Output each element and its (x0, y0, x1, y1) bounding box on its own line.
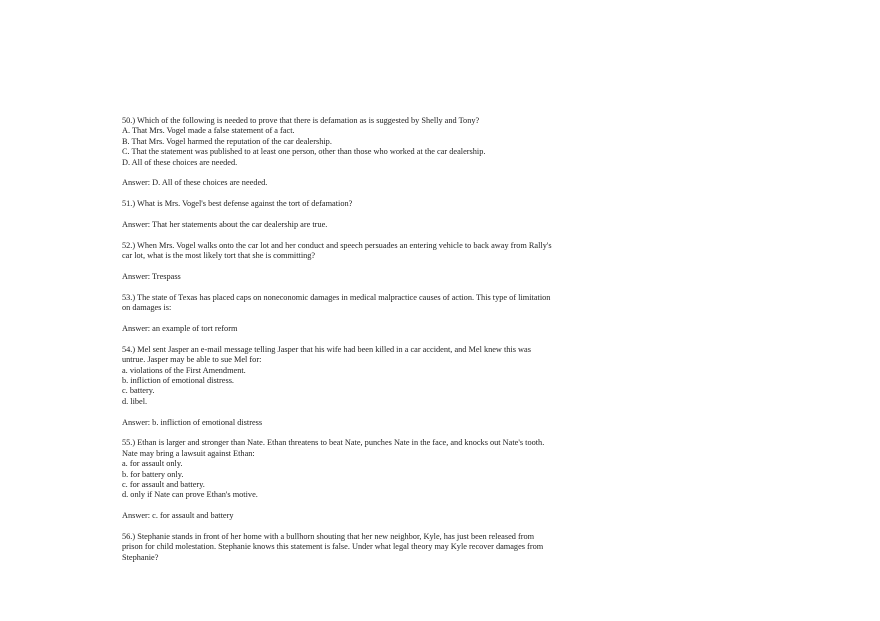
answer-option: B. That Mrs. Vogel harmed the reputation of the car dealership. (122, 136, 332, 146)
question-text: 54.) Mel sent Jasper an e-mail message telling Jasper that his wife had been killed in a car accident, and Mel knew this was (122, 344, 531, 354)
question-block (122, 532, 602, 563)
answer-option: c. battery. (122, 386, 155, 396)
question-block (122, 241, 602, 262)
answer-text: Answer: c. for assault and battery (122, 511, 234, 521)
question-text: car lot, what is the most likely tort that she is committing? (122, 251, 316, 261)
answer-option: b. infliction of emotional distress. (122, 376, 234, 386)
answer-option: a. for assault only. (122, 459, 183, 469)
question-block (122, 199, 602, 209)
answer-option: d. only if Nate can prove Ethan's motive. (122, 490, 258, 500)
answer-option: c. for assault and battery. (122, 480, 205, 490)
answer-text: Answer: D. All of these choices are needed. (122, 178, 268, 188)
question-block (122, 293, 602, 314)
question-block (122, 438, 602, 500)
question-text: 56.) Stephanie stands in front of her home with a bullhorn shouting that her new neighbor, Kyle, has just been released from (122, 532, 535, 542)
question-list (122, 116, 602, 574)
answer-text: Answer: Trespass (122, 272, 181, 282)
question-text: Stephanie? (122, 552, 159, 562)
answer-text: Answer: b. infliction of emotional distress (122, 417, 263, 427)
answer-option: D. All of these choices are needed. (122, 157, 238, 167)
question-text: 55.) Ethan is larger and stronger than Nate. Ethan threatens to beat Nate, punches Nate in the face, and knocks out Nate's tooth. (122, 438, 545, 448)
question-text: prison for child molestation. Stephanie knows this statement is false. Under what legal theory may Kyle recover damages from (122, 542, 544, 552)
answer-option: d. libel. (122, 396, 148, 406)
answer-option: C. That the statement was published to at least one person, other than those who worked at the car dealership. (122, 147, 486, 157)
question-block (122, 345, 602, 407)
question-text: untrue. Jasper may be able to sue Mel for: (122, 355, 262, 365)
answer-option: a. violations of the First Amendment. (122, 365, 246, 375)
answer-option: A. That Mrs. Vogel made a false statement of a fact. (122, 126, 295, 136)
answer-text: Answer: an example of tort reform (122, 324, 238, 334)
answer-text: Answer: That her statements about the car dealership are true. (122, 220, 328, 230)
question-text: Nate may bring a lawsuit against Ethan: (122, 448, 255, 458)
answer-option: b. for battery only. (122, 469, 184, 479)
question-text: 52.) When Mrs. Vogel walks onto the car lot and her conduct and speech persuades an entering vehicle to back away from Rally's (122, 240, 552, 250)
question-text: 53.) The state of Texas has placed caps on noneconomic damages in medical malpractice causes of action. This type of limitation (122, 292, 551, 302)
question-text: 50.) Which of the following is needed to prove that there is defamation as is suggested by Shelly and Tony? (122, 116, 480, 125)
question-block (122, 116, 602, 168)
question-text: on damages is: (122, 303, 172, 313)
question-text: 51.) What is Mrs. Vogel's best defense against the tort of defamation? (122, 199, 353, 209)
